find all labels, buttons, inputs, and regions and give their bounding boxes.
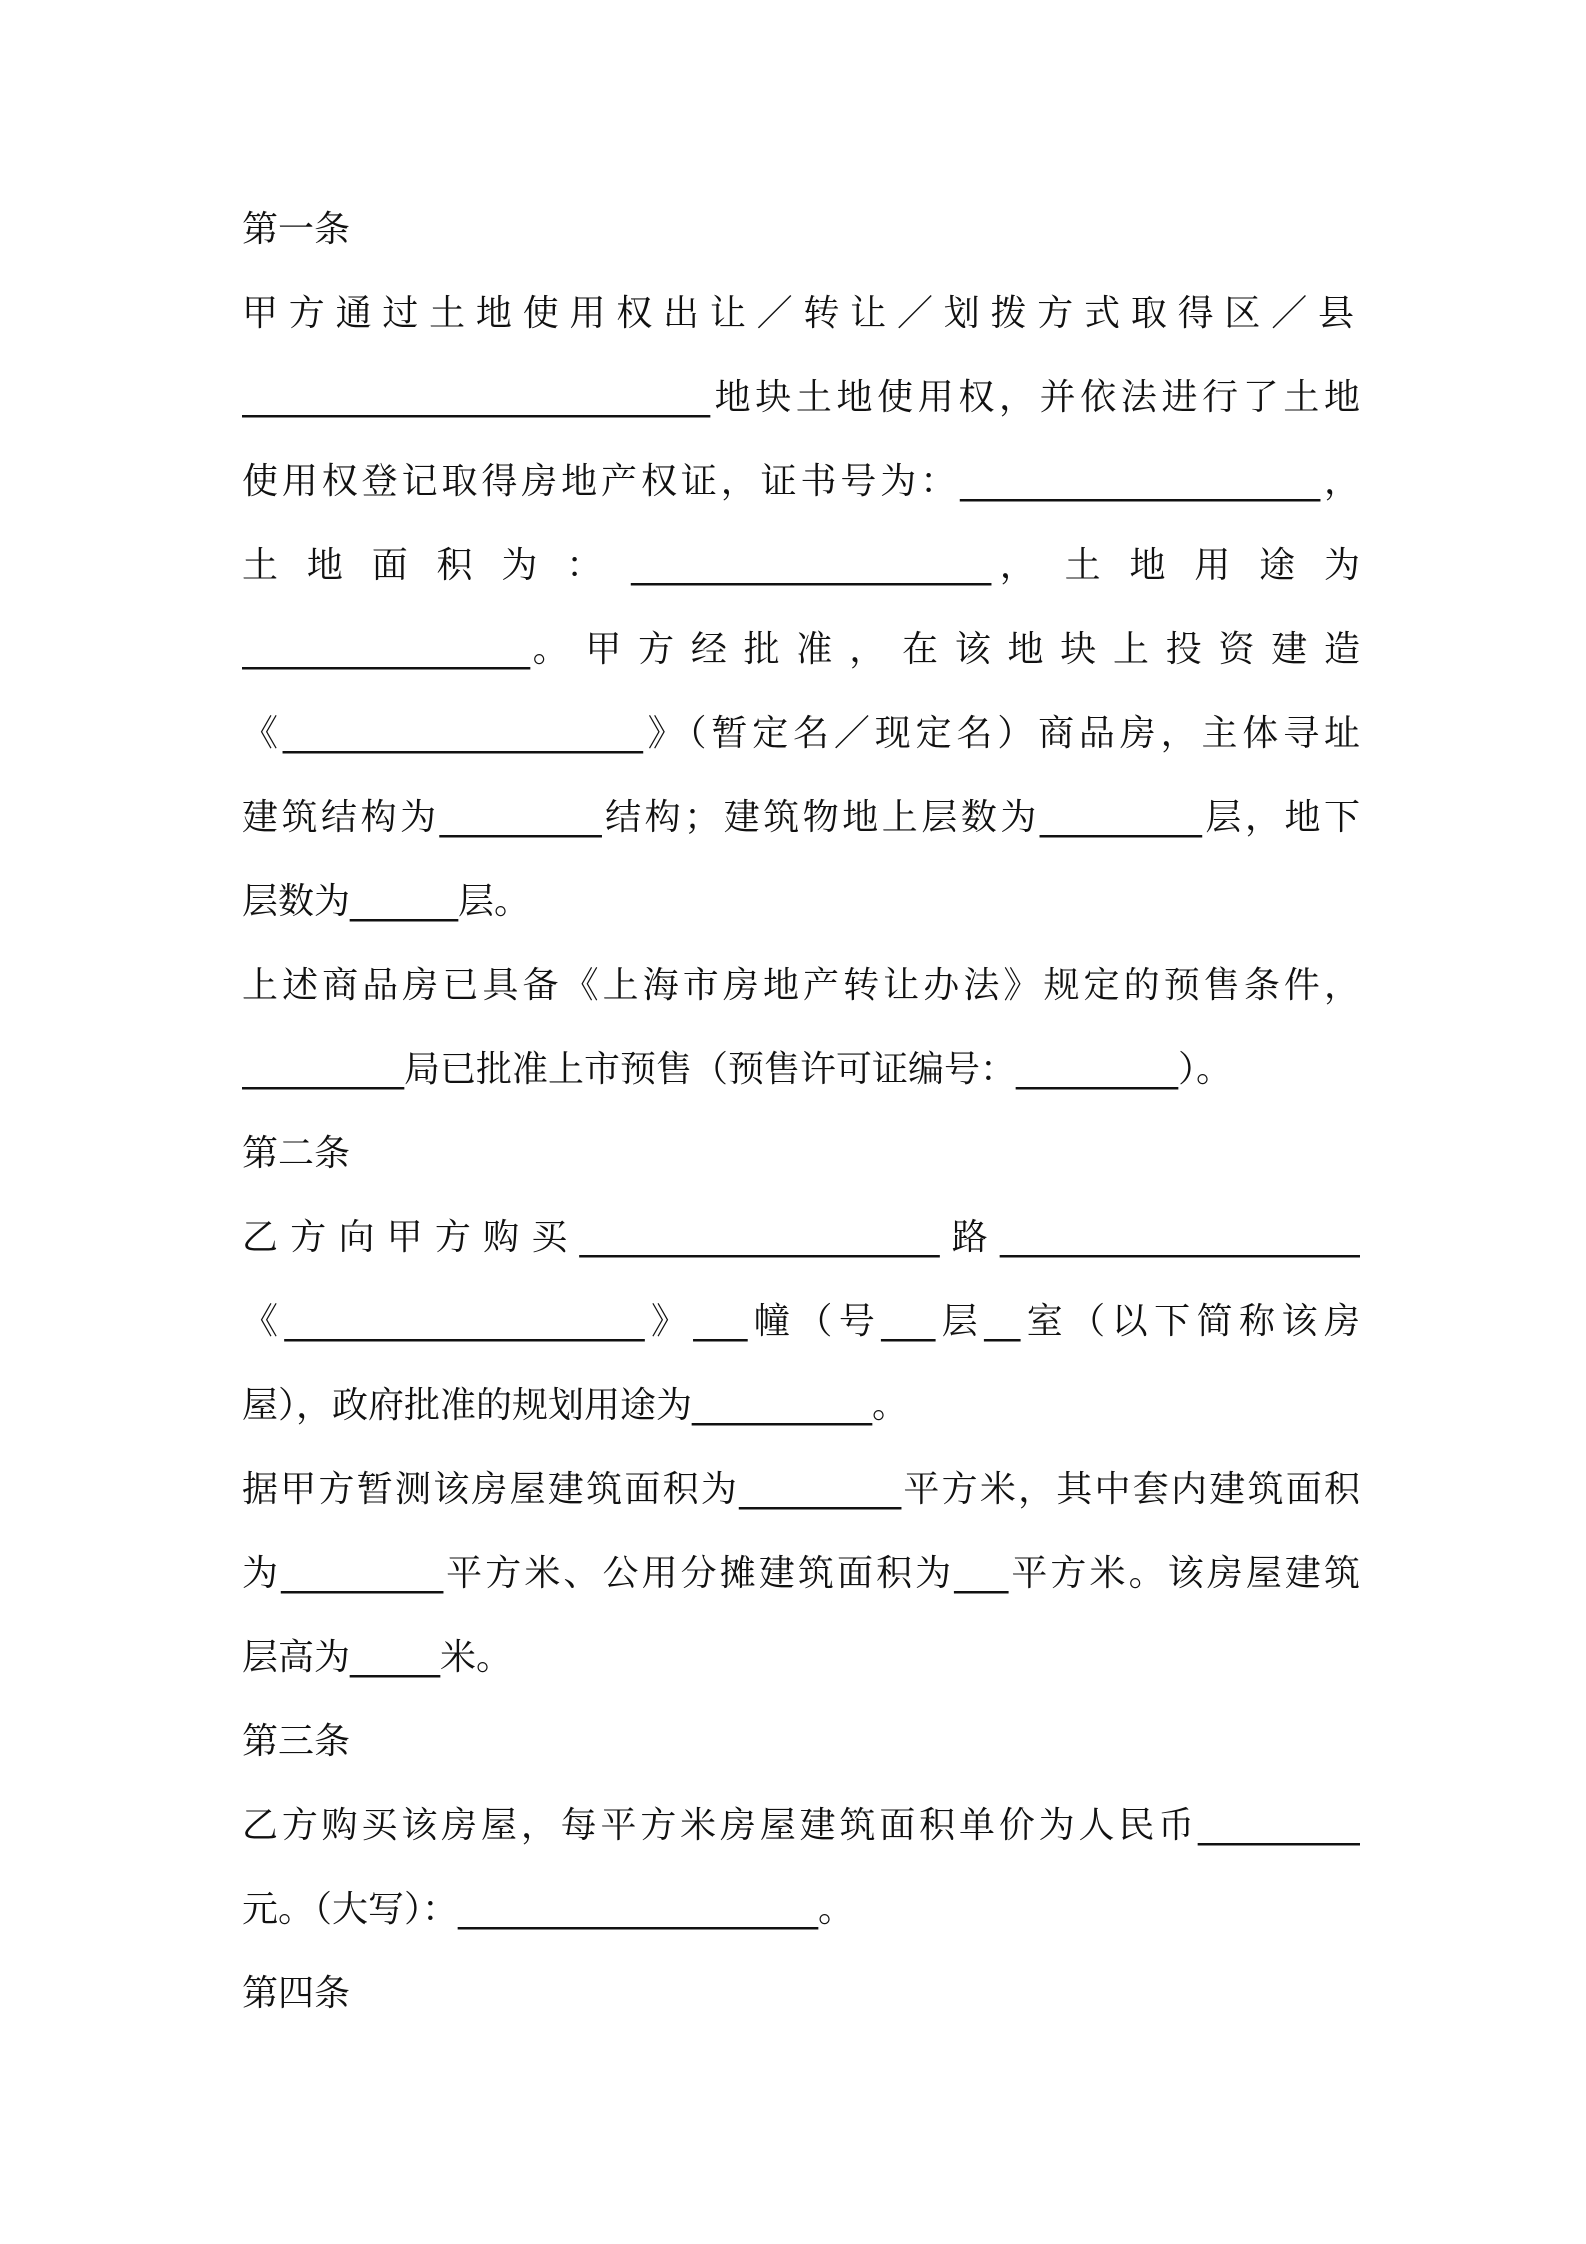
article-3-heading: 第三条 (242, 1721, 351, 1762)
text-line: 为_________平方米、公用分摊建筑面积为___平方米。该房屋建筑 (242, 1553, 1360, 1594)
text-line: 元。（大写）：____________________。 (242, 1889, 855, 1930)
text-line: 乙方向甲方购买____________________路____________________ (242, 1217, 1360, 1258)
text-line: 甲方通过土地使用权出让／转让／划拨方式取得区／县 (242, 293, 1360, 334)
text-line: 层数为______层。 (242, 881, 531, 922)
text-line: __________________________地块土地使用权，并依法进行了土地 (242, 377, 1360, 418)
text-line: 屋），政府批准的规划用途为__________。 (242, 1385, 909, 1426)
text-line: 建筑结构为_________结构；建筑物地上层数为_________层，地下 (242, 797, 1360, 838)
article-1-heading: 第一条 (242, 209, 351, 250)
text-line: 《____________________》（暂定名／现定名）商品房，主体寻址 (242, 713, 1360, 754)
text-line: 使用权登记取得房地产权证，证书号为：____________________， (242, 461, 1360, 502)
article-4-heading: 第四条 (242, 1973, 351, 2014)
text-line: ________________。 甲 方 经 批 准 ， 在 该 地 块 上 投 资 建 造 (242, 629, 1360, 670)
text-line: 土 地 面 积 为 ： ____________________， 土 地 用 途 为 (242, 545, 1360, 586)
text-line: 据甲方暂测该房屋建筑面积为_________平方米，其中套内建筑面积 (242, 1469, 1360, 1510)
text-line: _________局已批准上市预售（预售许可证编号：_________）。 (242, 1049, 1233, 1090)
article-2-heading: 第二条 (242, 1133, 351, 1174)
text-line: 上述商品房已具备《上海市房地产转让办法》规定的预售条件， (242, 965, 1360, 1006)
text-line: 乙方购买该房屋，每平方米房屋建筑面积单价为人民币_________ (242, 1805, 1360, 1846)
text-line: 层高为_____米。 (242, 1637, 513, 1678)
text-line: 《____________________》___幢（号___层__室（以下简称该房 (242, 1301, 1360, 1342)
